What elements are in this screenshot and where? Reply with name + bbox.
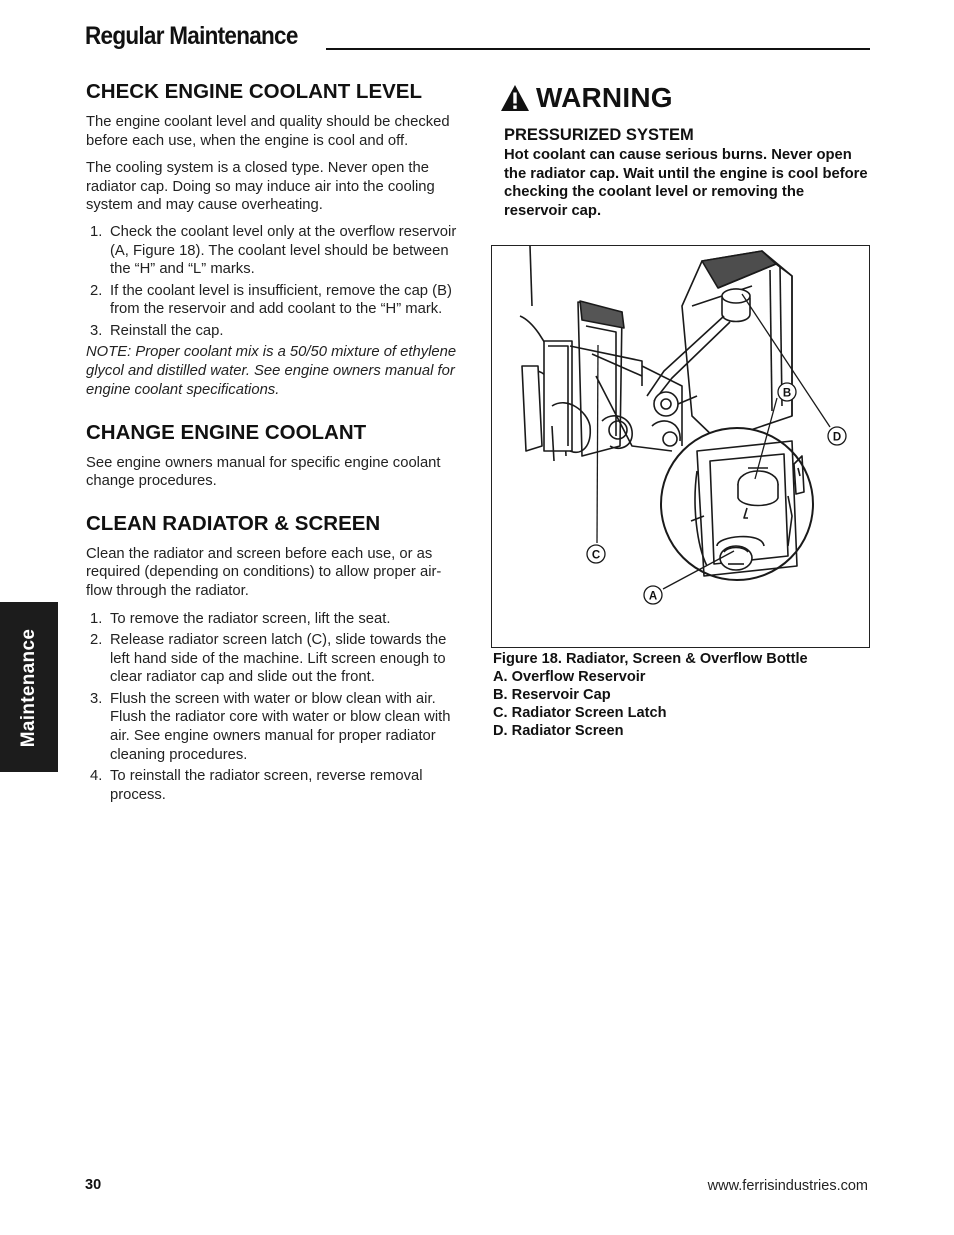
warning-body: Hot coolant can cause serious burns. Never open the radiator cap. Wait until the engine is cool before checking the coolant level or removing the reservoir cap. [504,147,868,219]
change-paragraph: See engine owners manual for specific engine coolant change procedures. [86,454,441,490]
section-title-change-coolant: CHANGE ENGINE COOLANT [86,420,367,444]
clean-steps [86,610,466,805]
caption-item: D. Radiator Screen [493,723,624,739]
caption-item: B. Reservoir Cap [493,687,611,703]
side-tab-label: Maintenance [18,628,39,748]
caption-title: Figure 18. Radiator, Screen & Overflow Bottle [493,651,808,667]
warning-title: WARNING [536,82,673,113]
list-item: 2. Release radiator screen latch (C), slide towards the left hand side of the machine. Lift screen enough to clear radiator cap and slide out the front. [90,632,447,686]
list-item: 2. If the coolant level is insufficient, remove the cap (B) from the reservoir and add coolant to the “H” mark. [90,282,452,318]
callout-a: A [648,590,658,603]
warning-triangle-icon [500,84,530,112]
warning-subtitle: PRESSURIZED SYSTEM [504,126,694,144]
page-number: 30 [85,1177,102,1193]
coolant-note: NOTE: Proper coolant mix is a 50/50 mixture of ethylene glycol and distilled water. See engine owners manual for engine coolant specifications. [86,343,457,398]
section-title-check-coolant: CHECK ENGINE COOLANT LEVEL [86,80,422,103]
header-rule [326,48,870,50]
list-item: 3. Reinstall the cap. [90,322,224,339]
page-header-title: Regular Maintenance [85,22,298,50]
figure-caption [493,650,873,740]
list-item: 3. Flush the screen with water or blow clean with air. Flush the radiator core with water or blow clean with air. See engine owners manual for proper radiator cleaning procedures. [90,690,451,763]
section-title-clean-radiator: CLEAN RADIATOR & SCREEN [86,511,381,535]
list-item: 1. To remove the radiator screen, lift the seat. [90,610,391,627]
warning-block [491,82,871,220]
callout-c: C [591,549,601,562]
figure-radiator-illustration [491,245,870,648]
side-tab [0,602,58,772]
left-column [86,80,466,804]
check-paragraph-2: The cooling system is a closed type. Never open the radiator cap. Doing so may induce air into the cooling system and may cause overheating. [86,160,435,214]
caption-item: C. Radiator Screen Latch [493,705,667,721]
callout-d: D [832,431,842,444]
callout-b: B [782,387,792,400]
clean-paragraph: Clean the radiator and screen before each use, or as required (depending on conditions) to allow proper air-flow through the radiator. [86,545,442,599]
warning-header [500,82,871,114]
caption-item: A. Overflow Reservoir [493,669,646,685]
footer-url[interactable]: www.ferrisindustries.com [707,1178,868,1194]
check-paragraph-1: The engine coolant level and quality should be checked before each use, when the engine is cool and off. [86,114,450,149]
radiator-illustration-svg [492,246,869,647]
list-item: 1. Check the coolant level only at the overflow reservoir (A, Figure 18). The coolant level should be between the “H” and “L” marks. [90,223,457,278]
check-steps [86,223,466,341]
list-item: 4. To reinstall the radiator screen, reverse removal process. [90,768,423,803]
